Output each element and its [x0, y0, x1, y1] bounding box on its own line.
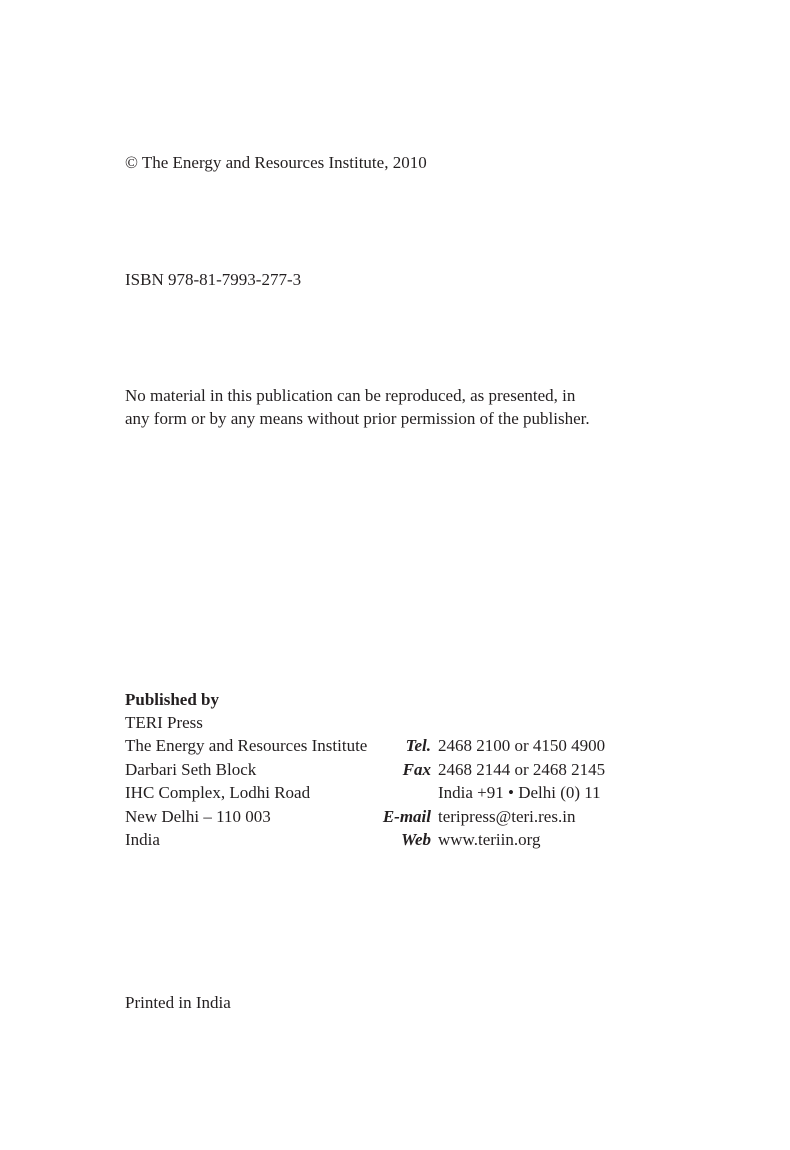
printed-in: Printed in India	[125, 993, 231, 1012]
contact-value: www.teriin.org	[438, 829, 541, 849]
contact-label: Tel.	[405, 736, 431, 756]
isbn: ISBN 978-81-7993-277-3	[125, 270, 302, 289]
contact-value: teripress@teri.res.in	[438, 806, 576, 826]
address-line: India	[125, 829, 160, 849]
reproduction-notice-line: any form or by any means without prior permission of the publisher.	[125, 409, 590, 428]
contact-label: E-mail	[382, 806, 431, 826]
contact-value: India +91 • Delhi (0) 11	[438, 783, 601, 803]
publisher-row	[125, 828, 645, 851]
publisher-row	[125, 805, 645, 828]
address-line: The Energy and Resources Institute	[125, 736, 368, 756]
publisher-block	[125, 688, 645, 851]
contact-value: 2468 2144 or 2468 2145	[438, 759, 606, 779]
address-line: Darbari Seth Block	[125, 759, 257, 779]
publisher-row	[125, 781, 645, 804]
address-line: IHC Complex, Lodhi Road	[125, 783, 311, 803]
publisher-name: TERI Press	[125, 713, 203, 732]
publisher-row	[125, 758, 645, 781]
contact-label: Web	[401, 829, 431, 849]
publisher-name-row	[125, 711, 645, 734]
reproduction-notice-line: No material in this publication can be reproduced, as presented, in	[125, 386, 576, 405]
address-line: New Delhi – 110 003	[125, 806, 271, 826]
reproduction-notice	[125, 384, 590, 430]
contact-value: 2468 2100 or 4150 4900	[438, 736, 606, 756]
copyright-notice: © The Energy and Resources Institute, 2010	[125, 153, 427, 172]
contact-label: Fax	[402, 759, 431, 779]
publisher-heading: Published by	[125, 690, 220, 709]
publisher-row	[125, 734, 645, 757]
